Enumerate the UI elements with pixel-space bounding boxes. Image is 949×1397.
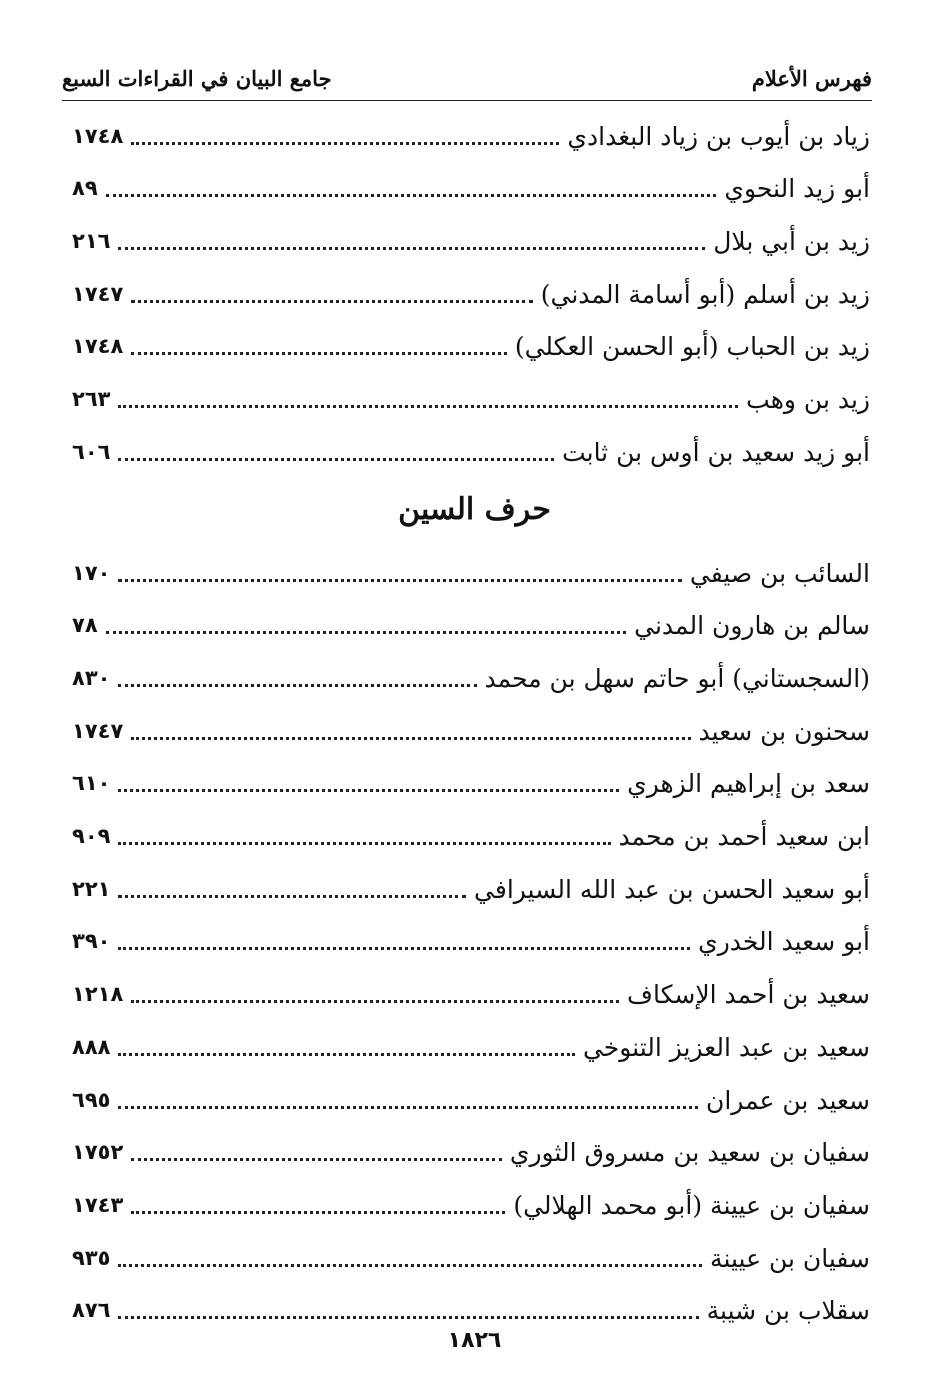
dot-leader	[131, 1158, 502, 1161]
index-entry	[72, 1021, 870, 1073]
dot-leader	[118, 1053, 574, 1056]
dot-leader	[118, 1106, 698, 1109]
dot-leader	[106, 631, 626, 634]
entry-name: سحنون بن سعيد	[698, 716, 870, 746]
index-entry	[72, 1232, 870, 1284]
dot-leader	[106, 194, 717, 197]
entry-name: سقلاب بن شيبة	[706, 1296, 870, 1326]
dot-leader	[118, 405, 738, 408]
entry-page-number: ٢١٦	[72, 228, 111, 253]
entry-page-number: ٢٦٣	[72, 387, 111, 411]
entry-page-number: ٦٩٥	[72, 1087, 111, 1112]
entry-page-number: ١٧٠	[72, 560, 111, 585]
entry-page-number: ١٧٤٨	[72, 334, 124, 359]
dot-leader	[118, 1264, 702, 1267]
entry-page-number: ٨٧٦	[72, 1298, 111, 1323]
dot-leader	[118, 789, 619, 792]
entry-page-number: ١٧٤٨	[72, 123, 124, 148]
entry-name: زيد بن وهب	[746, 385, 870, 414]
dot-leader	[118, 947, 690, 950]
entry-name: أبو زيد النحوي	[724, 174, 870, 204]
entry-page-number: ١٧٤٣	[72, 1192, 124, 1217]
entry-page-number: ١٧٥٢	[72, 1140, 124, 1165]
index-entry	[72, 547, 870, 599]
dot-leader	[131, 142, 559, 145]
index-entry	[72, 811, 870, 863]
entry-name: سعيد بن أحمد الإسكاف	[627, 980, 870, 1010]
index-entry	[72, 1179, 870, 1231]
entry-name: زيد بن أبي بلال	[713, 226, 870, 256]
entry-name: أبو سعيد الخدري	[698, 927, 870, 957]
page-number: ١٨٢٦	[447, 1328, 502, 1353]
dot-leader	[131, 737, 690, 740]
entry-name: (السجستاني) أبو حاتم سهل بن محمد	[484, 663, 870, 693]
index-entry	[72, 1127, 870, 1179]
entry-name: أبو زيد سعيد بن أوس بن ثابت	[562, 437, 870, 467]
entry-page-number: ٦١٠	[72, 771, 111, 796]
index-entry	[72, 268, 870, 320]
running-header	[62, 58, 872, 98]
entry-name: زيد بن أسلم (أبو أسامة المدني)	[540, 279, 870, 309]
entry-page-number: ٩٠٩	[72, 824, 111, 848]
entry-page-number: ٣٩٠	[72, 929, 111, 954]
dot-leader	[131, 300, 532, 303]
dot-leader	[131, 352, 507, 355]
entry-name: سعيد بن عبد العزيز التنوخي	[582, 1032, 870, 1062]
index-entry	[72, 758, 870, 810]
index-entry	[72, 969, 870, 1021]
entry-name: سعد بن إبراهيم الزهري	[627, 769, 870, 799]
entry-page-number: ٢٢١	[72, 876, 111, 901]
index-entry	[72, 321, 870, 373]
section-heading: حرف السين	[398, 492, 551, 527]
index-entry	[72, 705, 870, 757]
dot-leader	[131, 1000, 619, 1003]
entry-page-number: ٧٨	[72, 613, 98, 638]
dot-leader	[118, 842, 610, 845]
entry-name: ابن سعيد أحمد بن محمد	[618, 822, 870, 851]
entry-page-number: ٦٠٦	[72, 439, 111, 464]
index-entry	[72, 863, 870, 915]
dot-leader	[131, 1211, 505, 1214]
entry-page-number: ١٧٤٧	[72, 718, 124, 743]
entry-name: سفيان بن سعيد بن مسروق الثوري	[509, 1138, 870, 1168]
index-entry	[72, 426, 870, 478]
entry-name: زياد بن أيوب بن زياد البغدادي	[567, 121, 870, 151]
header-book-title: جامع البيان في القراءات السبع	[62, 65, 332, 91]
entry-page-number: ١٢١٨	[72, 982, 124, 1007]
entry-name: زيد بن الحباب (أبو الحسن العكلي)	[514, 332, 870, 362]
index-entry	[72, 110, 870, 162]
dot-leader	[118, 1316, 698, 1319]
dot-leader	[118, 579, 681, 582]
entry-name: سفيان بن عيينة	[710, 1243, 870, 1273]
index-entry	[72, 163, 870, 215]
dot-leader	[118, 895, 466, 898]
index-entry	[72, 600, 870, 652]
index-entry	[72, 1074, 870, 1126]
entry-name: سعيد بن عمران	[705, 1085, 870, 1115]
dot-leader	[118, 247, 705, 250]
index-entry	[72, 652, 870, 704]
dot-leader	[118, 684, 476, 687]
entry-name: السائب بن صيفي	[689, 558, 870, 588]
index-entry	[72, 916, 870, 968]
dot-leader	[118, 458, 554, 461]
entry-page-number: ١٧٤٧	[72, 281, 124, 306]
entry-page-number: ٨٩	[72, 176, 98, 201]
header-index-title: فهرس الأعلام	[751, 65, 872, 91]
index-entry	[72, 215, 870, 267]
entry-name: سفيان بن عيينة (أبو محمد الهلالي)	[513, 1190, 870, 1220]
entry-name: أبو سعيد الحسن بن عبد الله السيرافي	[474, 874, 870, 904]
entry-name: سالم بن هارون المدني	[634, 611, 870, 641]
entry-page-number: ٨٣٠	[72, 665, 111, 690]
header-divider	[62, 100, 872, 101]
entry-page-number: ٩٣٥	[72, 1245, 111, 1270]
entry-page-number: ٨٨٨	[72, 1034, 111, 1059]
index-entry	[72, 374, 870, 426]
